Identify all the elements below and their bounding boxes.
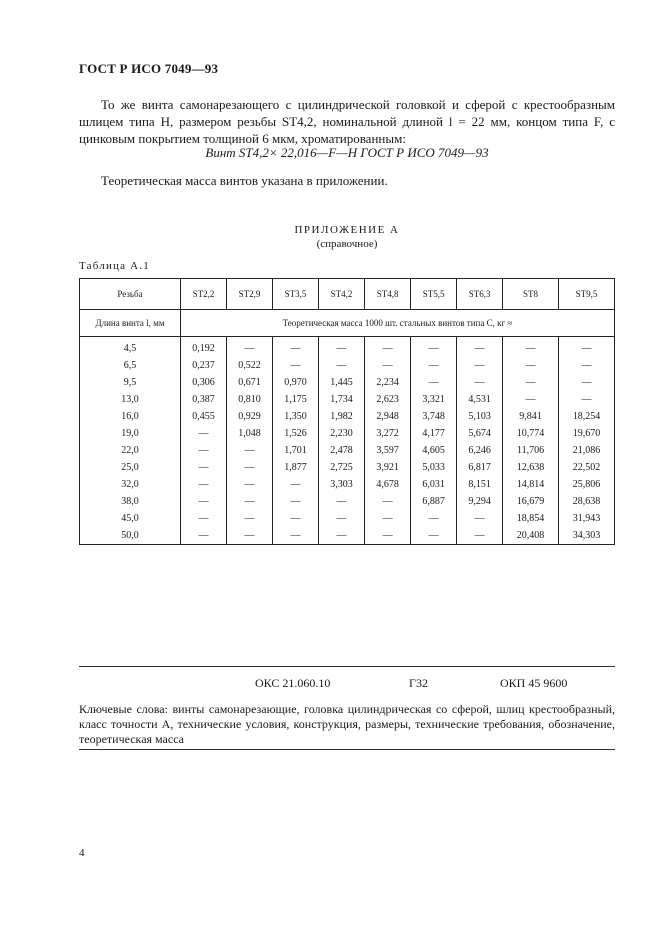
mass-value-cell: — xyxy=(411,527,457,545)
g-code: Г32 xyxy=(409,676,428,690)
oks-code: ОКС 21.060.10 xyxy=(255,676,331,690)
length-cell: 9,5 xyxy=(80,374,181,391)
mass-value-cell: — xyxy=(319,510,365,527)
mass-value-cell: 9,294 xyxy=(457,493,503,510)
mass-value-cell: — xyxy=(558,374,614,391)
mass-value-cell: 2,948 xyxy=(365,408,411,425)
mass-value-cell: 3,921 xyxy=(365,459,411,476)
table-row xyxy=(80,510,615,527)
mass-value-cell: — xyxy=(558,337,614,358)
mass-value-cell: — xyxy=(457,374,503,391)
thread-size-cell: ST2,9 xyxy=(227,279,273,310)
designation-example: Винт ST4,2× 22,016—F—H ГОСТ Р ИСО 7049—93 xyxy=(205,145,489,160)
mass-value-cell: 16,679 xyxy=(503,493,559,510)
mass-value-cell: — xyxy=(273,337,319,358)
mass-value-cell: 0,810 xyxy=(227,391,273,408)
mass-value-cell: 1,175 xyxy=(273,391,319,408)
mass-value-cell: — xyxy=(273,527,319,545)
mass-value-cell: 0,192 xyxy=(181,337,227,358)
thread-size-cell: ST5,5 xyxy=(411,279,457,310)
mass-value-cell: — xyxy=(181,493,227,510)
mass-value-cell: 2,725 xyxy=(319,459,365,476)
length-cell: 19,0 xyxy=(80,425,181,442)
mass-value-cell: — xyxy=(181,442,227,459)
mass-value-cell: — xyxy=(457,510,503,527)
length-cell: 6,5 xyxy=(80,357,181,374)
mass-value-cell: — xyxy=(227,337,273,358)
mass-value-cell: — xyxy=(411,357,457,374)
table-row xyxy=(80,527,615,545)
mass-value-cell: — xyxy=(503,374,559,391)
appendix-title: ПРИЛОЖЕНИЕ А xyxy=(294,224,400,236)
mass-value-cell: — xyxy=(227,493,273,510)
table-row xyxy=(80,337,615,358)
mass-table-body xyxy=(80,337,615,545)
length-header-row xyxy=(80,310,615,337)
document-header: ГОСТ Р ИСО 7049—93 xyxy=(79,61,219,76)
length-cell: 38,0 xyxy=(80,493,181,510)
mass-value-cell: 2,623 xyxy=(365,391,411,408)
mass-value-cell: — xyxy=(457,527,503,545)
mass-value-cell: 3,321 xyxy=(411,391,457,408)
mass-value-cell: 12,638 xyxy=(503,459,559,476)
thread-size-cell: ST3,5 xyxy=(273,279,319,310)
thread-size-cell: ST2,2 xyxy=(181,279,227,310)
mass-value-cell: — xyxy=(227,510,273,527)
designation-example-paragraph: То же винта самонарезающего с цилиндрической головкой и сферой с крестообразным шлицем типа H, размером резьбы ST4,2, номинальной длиной l = 22 мм, концом типа F, с цинковым покрытием толщиной 6 мкм, хроматированным: xyxy=(79,97,615,146)
mass-value-cell: 5,674 xyxy=(457,425,503,442)
mass-value-cell: — xyxy=(273,510,319,527)
mass-reference-paragraph: Теоретическая масса винтов указана в приложении. xyxy=(101,173,388,188)
mass-value-cell: 6,031 xyxy=(411,476,457,493)
length-cell: 25,0 xyxy=(80,459,181,476)
table-row xyxy=(80,425,615,442)
mass-value-cell: 0,522 xyxy=(227,357,273,374)
mass-value-cell: 1,734 xyxy=(319,391,365,408)
mass-value-cell: — xyxy=(319,493,365,510)
mass-label-cell: Теоретическая масса 1000 шт. стальных винтов типа С, кг ≈ xyxy=(181,310,615,337)
appendix-subtitle: (справочное) xyxy=(316,238,378,250)
thread-size-cell: ST9,5 xyxy=(558,279,614,310)
mass-value-cell: — xyxy=(181,476,227,493)
mass-value-cell: 6,887 xyxy=(411,493,457,510)
mass-value-cell: 34,303 xyxy=(558,527,614,545)
table-row xyxy=(80,374,615,391)
thread-size-header-row xyxy=(80,279,615,310)
mass-value-cell: 25,806 xyxy=(558,476,614,493)
footer-top-rule xyxy=(79,666,615,667)
mass-value-cell: — xyxy=(319,357,365,374)
length-cell: 32,0 xyxy=(80,476,181,493)
mass-value-cell: — xyxy=(227,459,273,476)
mass-value-cell: 6,817 xyxy=(457,459,503,476)
mass-value-cell: 1,982 xyxy=(319,408,365,425)
mass-value-cell: 5,033 xyxy=(411,459,457,476)
length-cell: 4,5 xyxy=(80,337,181,358)
mass-value-cell: — xyxy=(411,374,457,391)
mass-value-cell: — xyxy=(503,391,559,408)
mass-value-cell: — xyxy=(181,527,227,545)
table-row xyxy=(80,391,615,408)
mass-value-cell: 4,678 xyxy=(365,476,411,493)
mass-value-cell: 21,086 xyxy=(558,442,614,459)
mass-value-cell: — xyxy=(365,527,411,545)
okp-code: ОКП 45 9600 xyxy=(500,676,568,690)
length-label-cell: Длина винта l, мм xyxy=(80,310,181,337)
mass-value-cell: 1,877 xyxy=(273,459,319,476)
table-row xyxy=(80,357,615,374)
mass-value-cell: 28,638 xyxy=(558,493,614,510)
mass-value-cell: 2,230 xyxy=(319,425,365,442)
mass-value-cell: — xyxy=(558,391,614,408)
mass-value-cell: — xyxy=(227,527,273,545)
mass-value-cell: 4,177 xyxy=(411,425,457,442)
mass-value-cell: 0,237 xyxy=(181,357,227,374)
mass-value-cell: 2,478 xyxy=(319,442,365,459)
page-number: 4 xyxy=(79,847,85,859)
length-cell: 50,0 xyxy=(80,527,181,545)
mass-value-cell: 18,254 xyxy=(558,408,614,425)
table-row xyxy=(80,442,615,459)
mass-value-cell: 1,445 xyxy=(319,374,365,391)
mass-value-cell: 3,748 xyxy=(411,408,457,425)
mass-value-cell: 14,814 xyxy=(503,476,559,493)
mass-value-cell: — xyxy=(457,357,503,374)
mass-value-cell: — xyxy=(273,493,319,510)
mass-value-cell: 0,387 xyxy=(181,391,227,408)
mass-value-cell: 1,350 xyxy=(273,408,319,425)
mass-value-cell: 9,841 xyxy=(503,408,559,425)
mass-value-cell: 19,670 xyxy=(558,425,614,442)
mass-value-cell: — xyxy=(411,510,457,527)
thread-label-cell: Резьба xyxy=(80,279,181,310)
thread-size-cell: ST8 xyxy=(503,279,559,310)
mass-value-cell: 8,151 xyxy=(457,476,503,493)
mass-value-cell: 0,306 xyxy=(181,374,227,391)
mass-value-cell: 0,970 xyxy=(273,374,319,391)
length-cell: 45,0 xyxy=(80,510,181,527)
mass-value-cell: — xyxy=(181,425,227,442)
mass-value-cell: 4,531 xyxy=(457,391,503,408)
mass-value-cell: — xyxy=(411,337,457,358)
mass-value-cell: — xyxy=(457,337,503,358)
mass-value-cell: 1,701 xyxy=(273,442,319,459)
mass-value-cell: — xyxy=(365,337,411,358)
table-caption: Таблица А.1 xyxy=(79,260,150,272)
mass-value-cell: — xyxy=(227,442,273,459)
mass-value-cell: 3,303 xyxy=(319,476,365,493)
length-cell: 16,0 xyxy=(80,408,181,425)
mass-value-cell: 2,234 xyxy=(365,374,411,391)
table-row xyxy=(80,459,615,476)
mass-value-cell: 11,706 xyxy=(503,442,559,459)
mass-value-cell: — xyxy=(365,493,411,510)
mass-value-cell: — xyxy=(503,337,559,358)
table-row xyxy=(80,408,615,425)
mass-value-cell: — xyxy=(273,476,319,493)
thread-size-cell: ST6,3 xyxy=(457,279,503,310)
table-row xyxy=(80,476,615,493)
mass-value-cell: 0,929 xyxy=(227,408,273,425)
mass-value-cell: 5,103 xyxy=(457,408,503,425)
mass-value-cell: 10,774 xyxy=(503,425,559,442)
mass-value-cell: 0,455 xyxy=(181,408,227,425)
mass-value-cell: — xyxy=(365,510,411,527)
thread-size-cell: ST4,2 xyxy=(319,279,365,310)
mass-value-cell: 1,048 xyxy=(227,425,273,442)
mass-value-cell: 4,605 xyxy=(411,442,457,459)
mass-value-cell: — xyxy=(558,357,614,374)
mass-value-cell: — xyxy=(319,337,365,358)
length-cell: 22,0 xyxy=(80,442,181,459)
mass-value-cell: 18,854 xyxy=(503,510,559,527)
mass-value-cell: 3,272 xyxy=(365,425,411,442)
mass-value-cell: — xyxy=(503,357,559,374)
mass-value-cell: — xyxy=(227,476,273,493)
footer-bottom-rule xyxy=(79,749,615,750)
mass-value-cell: 6,246 xyxy=(457,442,503,459)
mass-value-cell: 0,671 xyxy=(227,374,273,391)
mass-value-cell: — xyxy=(319,527,365,545)
mass-value-cell: 1,526 xyxy=(273,425,319,442)
mass-value-cell: — xyxy=(273,357,319,374)
mass-value-cell: 31,943 xyxy=(558,510,614,527)
mass-value-cell: 20,408 xyxy=(503,527,559,545)
length-cell: 13,0 xyxy=(80,391,181,408)
mass-value-cell: — xyxy=(365,357,411,374)
mass-value-cell: 22,502 xyxy=(558,459,614,476)
mass-value-cell: — xyxy=(181,510,227,527)
keywords: Ключевые слова: винты самонарезающие, головка цилиндрическая со сферой, шлиц крестообразный, класс точности А, технические условия, конструкция, размеры, технические требования, обозначение, теоретическая масса xyxy=(79,702,615,746)
table-row xyxy=(80,493,615,510)
thread-size-cell: ST4,8 xyxy=(365,279,411,310)
mass-value-cell: — xyxy=(181,459,227,476)
mass-table xyxy=(79,278,615,545)
mass-value-cell: 3,597 xyxy=(365,442,411,459)
